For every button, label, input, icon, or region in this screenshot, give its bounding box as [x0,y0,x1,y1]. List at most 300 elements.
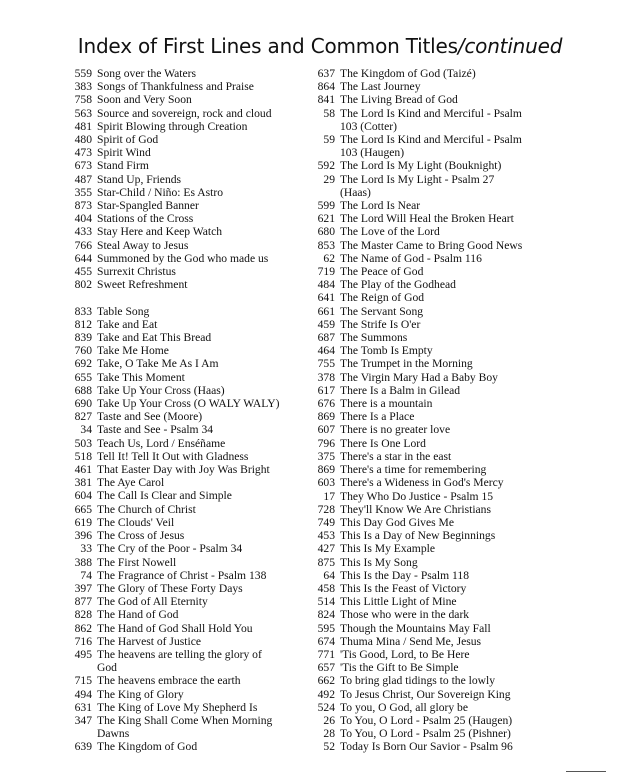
title-main: Index of First Lines and Common Titles [77,34,458,58]
hymn-number: 59 [323,133,335,147]
hymn-title: There Is a Balm in Gilead [340,383,461,397]
hymn-number: 661 [317,304,335,318]
index-entry [303,648,623,661]
index-entry [303,595,623,608]
index-entry [303,450,623,463]
hymn-title: Those who were in the dark [340,608,470,622]
hymn-number: 481 [74,119,92,133]
index-entry [60,463,315,476]
hymn-number: 760 [74,344,92,358]
hymn-title: To You, O Lord - Psalm 25 (Pishner) [340,727,511,741]
index-entry [60,714,315,727]
hymn-number: 563 [74,106,92,120]
index-entry [303,80,623,93]
hymn-number: 621 [317,212,335,226]
hymn-number: 375 [317,449,335,463]
hymn-number: 755 [317,357,335,371]
hymn-title: Star-Spangled Banner [97,199,199,213]
index-entry [60,674,315,687]
hymn-number: 619 [74,515,92,529]
hymn-number: 875 [317,555,335,569]
hymn-number: 433 [74,225,92,239]
index-entry [303,582,623,595]
hymn-title: The Harvest of Justice [97,634,201,648]
hymn-title: There is no greater love [340,423,451,437]
hymn-title: The Cry of the Poor - Psalm 34 [97,542,243,556]
hymn-title: The Call Is Clear and Simple [97,489,232,503]
hymn-title: The Glory of These Forty Days [97,581,243,595]
hymn-title: Spirit of God [97,133,159,147]
section-gap [60,291,315,304]
hymn-number: 728 [317,502,335,516]
hymn-title: The King Shall Come When Morning [97,713,273,727]
hymn-title: The Trumpet in the Morning [340,357,473,371]
index-entry [303,622,623,635]
hymn-title: The Strife Is O'er [340,317,421,331]
index-entry [303,384,623,397]
index-entry [60,556,315,569]
index-column-right [303,67,623,754]
index-entry [303,437,623,450]
index-entry [60,67,315,80]
hymn-title: Stand Firm [97,159,149,173]
index-entry [303,159,623,172]
hymn-title: Songs of Thankfulness and Praise [97,80,254,94]
index-entry [303,463,623,476]
hymn-number: 17 [323,489,335,503]
hymn-title: Take Up Your Cross (Haas) [97,383,225,397]
hymn-title: The Lord Is Near [340,199,421,213]
hymn-title: The Cross of Jesus [97,529,185,543]
hymn-title: The Name of God - Psalm 116 [340,251,482,265]
index-entry [303,252,623,265]
hymn-number: 494 [74,687,92,701]
index-entry [60,371,315,384]
hymn-number: 378 [317,370,335,384]
hymn-title: There is a mountain [340,397,433,411]
hymn-number: 599 [317,199,335,213]
hymn-title: To bring glad tidings to the lowly [340,674,496,688]
index-entry [303,107,623,120]
hymn-title: Star-Child / Niño: Es Astro [97,185,224,199]
index-entry [60,622,315,635]
hymn-title: The Master Came to Bring Good News [340,238,523,252]
hymn-title: The Lord Is Kind and Merciful - Psalm [340,106,522,120]
index-entry [303,133,623,146]
hymn-number: 716 [74,634,92,648]
hymn-title: The Lord Is Kind and Merciful - Psalm [340,133,522,147]
page-edge-mark [566,771,606,772]
hymn-number: 459 [317,317,335,331]
hymn-title: This Day God Gives Me [340,515,454,529]
index-entry [303,331,623,344]
hymn-title: Tell It! Tell It Out with Gladness [97,449,249,463]
hymn-number: 458 [317,581,335,595]
hymn-title: Stand Up, Friends [97,172,182,186]
index-entry [303,701,623,714]
index-entry [60,186,315,199]
hymn-title: The Peace of God [340,265,424,279]
index-entry [303,727,623,740]
hymn-number: 62 [323,251,335,265]
hymn-number: 604 [74,489,92,503]
index-entry [60,503,315,516]
hymn-number: 397 [74,581,92,595]
index-entry [60,423,315,436]
index-entry [303,476,623,489]
hymn-number: 824 [317,608,335,622]
hymn-number: 617 [317,383,335,397]
hymn-title: This Is the Feast of Victory [340,581,467,595]
hymn-title: There's a time for remembering [340,463,487,477]
hymn-title: Sweet Refreshment [97,278,188,292]
hymn-title: The Hand of God [97,608,179,622]
hymn-number: 812 [74,317,92,331]
hymn-title: Today Is Born Our Savior - Psalm 96 [340,740,513,754]
index-entry [60,437,315,450]
hymn-number: 58 [323,106,335,120]
index-entry [303,278,623,291]
index-entry [60,410,315,423]
hymn-number: 595 [317,621,335,635]
hymn-title: This Is My Example [340,542,435,556]
hymn-number: 758 [74,93,92,107]
hymn-number: 383 [74,80,92,94]
hymn-number: 480 [74,133,92,147]
hymn-number: 680 [317,225,335,239]
hymn-title: This Little Light of Mine [340,595,457,609]
hymn-number: 388 [74,555,92,569]
hymn-number: 487 [74,172,92,186]
hymn-title: Taste and See (Moore) [97,410,203,424]
index-entry [303,661,623,674]
hymn-number: 688 [74,383,92,397]
hymn-number: 657 [317,661,335,675]
hymn-title: To you, O God, all glory be [340,700,468,714]
hymn-title: This Is the Day - Psalm 118 [340,568,470,582]
index-entry [303,93,623,106]
hymn-title: The Hand of God Shall Hold You [97,621,253,635]
hymn-title: Spirit Wind [97,146,151,160]
hymn-title: Stations of the Cross [97,212,194,226]
hymn-number: 749 [317,515,335,529]
hymn-number: 355 [74,185,92,199]
index-entry [60,107,315,120]
hymn-title: Taste and See - Psalm 34 [97,423,214,437]
hymn-title: There's a star in the east [340,449,452,463]
hymn-title-continuation: 103 (Haugen) [340,146,405,160]
hymn-title: The Lord Will Heal the Broken Heart [340,212,514,226]
hymn-title: The Lord Is My Light - Psalm 27 [340,172,495,186]
index-entry [303,371,623,384]
hymn-title: The First Nowell [97,555,177,569]
index-entry [303,740,623,753]
hymn-number: 655 [74,370,92,384]
index-entry [60,80,315,93]
index-entry [60,450,315,463]
hymn-number: 877 [74,595,92,609]
hymn-number: 64 [323,568,335,582]
index-entry [60,357,315,370]
hymn-number: 74 [80,568,92,582]
hymn-number: 828 [74,608,92,622]
hymn-number: 674 [317,634,335,648]
hymn-number: 559 [74,67,92,80]
index-entry [60,635,315,648]
hymn-title: Source and sovereign, rock and cloud [97,106,272,120]
hymn-title: Stay Here and Keep Watch [97,225,223,239]
hymn-title: The Kingdom of God [97,740,198,754]
index-entry [60,278,315,291]
index-entry [303,357,623,370]
hymn-number: 662 [317,674,335,688]
hymn-title: Steal Away to Jesus [97,238,189,252]
hymn-number: 455 [74,265,92,279]
index-entry [60,569,315,582]
title-continued: /continued [457,34,563,58]
hymn-number: 864 [317,80,335,94]
index-column-left [60,67,315,754]
hymn-number: 26 [323,713,335,727]
index-entry [60,93,315,106]
index-entry [60,212,315,225]
hymn-number: 665 [74,502,92,516]
hymn-title: Take Up Your Cross (O WALY WALY) [97,397,280,411]
index-entry [303,239,623,252]
index-entry [303,318,623,331]
index-entry [303,410,623,423]
index-entry [303,688,623,701]
hymn-title: 'Tis the Gift to Be Simple [340,661,459,675]
hymn-title: The Love of the Lord [340,225,440,239]
index-entry [303,516,623,529]
hymn-title: They Who Do Justice - Psalm 15 [340,489,494,503]
index-entry [303,542,623,555]
hymn-number: 771 [317,647,335,661]
index-entry [303,173,623,186]
hymn-title: The heavens are telling the glory of [97,647,262,661]
index-entry [60,516,315,529]
index-entry [60,648,315,661]
hymn-title: The Living Bread of God [340,93,458,107]
hymn-title: The Aye Carol [97,476,165,490]
hymn-number: 690 [74,397,92,411]
hymn-number: 381 [74,476,92,490]
hymn-number: 873 [74,199,92,213]
hymn-number: 28 [323,727,335,741]
hymn-title: Song over the Waters [97,67,196,80]
hymn-title: There Is a Place [340,410,415,424]
hymn-number: 692 [74,357,92,371]
hymn-number: 503 [74,436,92,450]
hymn-title: Teach Us, Lord / Enséñame [97,436,226,450]
hymn-number: 641 [317,291,335,305]
hymn-number: 524 [317,700,335,714]
index-entry [60,529,315,542]
hymn-title: The Fragrance of Christ - Psalm 138 [97,568,267,582]
hymn-number: 841 [317,93,335,107]
index-entry [60,595,315,608]
index-entry [303,305,623,318]
hymn-title: The Kingdom of God (Taizé) [340,67,476,80]
index-entry [303,291,623,304]
index-entry [60,265,315,278]
hymn-number: 869 [317,410,335,424]
index-entry [60,133,315,146]
hymn-number: 603 [317,476,335,490]
index-entry [60,252,315,265]
hymn-number: 404 [74,212,92,226]
hymn-title: The Servant Song [340,304,424,318]
hymn-number: 518 [74,449,92,463]
hymn-number: 839 [74,331,92,345]
index-entry [303,529,623,542]
index-entry [303,503,623,516]
hymn-title: The God of All Eternity [97,595,208,609]
index-entry [60,305,315,318]
hymn-title: The Church of Christ [97,502,196,516]
hymn-title: Take Me Home [97,344,169,358]
hymn-number: 33 [80,542,92,556]
hymn-title: This Is My Song [340,555,418,569]
index-entry [303,225,623,238]
index-entry [60,489,315,502]
hymn-number: 833 [74,304,92,318]
hymn-title: Spirit Blowing through Creation [97,119,248,133]
hymn-title: Take, O Take Me As I Am [97,357,219,371]
hymn-title-continuation: (Haas) [340,185,371,199]
hymn-number: 869 [317,463,335,477]
hymn-number: 29 [323,172,335,186]
index-entry [303,635,623,648]
hymn-title: The Tomb Is Empty [340,344,433,358]
hymn-title: 'Tis Good, Lord, to Be Here [340,647,470,661]
hymn-number: 796 [317,436,335,450]
hymn-number: 347 [74,713,92,727]
index-entry [60,199,315,212]
hymn-title: The Virgin Mary Had a Baby Boy [340,370,498,384]
index-entry [60,120,315,133]
hymn-title: There Is One Lord [340,436,426,450]
hymn-title: Take This Moment [97,370,185,384]
index-entry [303,199,623,212]
hymn-number: 862 [74,621,92,635]
hymn-number: 687 [317,331,335,345]
page-title [0,34,640,58]
index-entry [303,569,623,582]
index-entry [303,608,623,621]
hymn-number: 715 [74,674,92,688]
index-entry [303,265,623,278]
hymn-number: 514 [317,595,335,609]
index-entry [60,173,315,186]
index-entry [60,701,315,714]
hymn-title: The Last Journey [340,80,421,94]
hymn-number: 673 [74,159,92,173]
hymn-number: 607 [317,423,335,437]
hymn-number: 676 [317,397,335,411]
hymn-title: There's a Wideness in God's Mercy [340,476,504,490]
hymn-number: 396 [74,529,92,543]
hymn-number: 719 [317,265,335,279]
index-entry [60,239,315,252]
hymn-title: To You, O Lord - Psalm 25 (Haugen) [340,713,513,727]
index-entry [60,331,315,344]
hymn-title: Table Song [97,304,150,318]
index-entry [303,490,623,503]
hymn-title: Take and Eat This Bread [97,331,212,345]
hymn-number: 473 [74,146,92,160]
hymn-number: 592 [317,159,335,173]
index-entry [303,674,623,687]
hymn-title: Take and Eat [97,317,158,331]
hymn-number: 637 [317,67,335,80]
index-entry [303,714,623,727]
hymn-title: The King of Glory [97,687,184,701]
hymn-title: The Play of the Godhead [340,278,456,292]
hymn-number: 484 [317,278,335,292]
index-entry [60,159,315,172]
hymn-number: 495 [74,647,92,661]
index-entry [60,344,315,357]
index-entry [303,212,623,225]
hymn-number: 631 [74,700,92,714]
hymn-number: 52 [323,740,335,754]
index-entry [60,582,315,595]
hymn-title: Thuma Mina / Send Me, Jesus [340,634,482,648]
hymn-number: 427 [317,542,335,556]
index-entry [60,397,315,410]
hymn-title: The Lord Is My Light (Bouknight) [340,159,502,173]
hymn-number: 492 [317,687,335,701]
index-entry [60,688,315,701]
index-entry [60,608,315,621]
index-entry [60,225,315,238]
hymn-number: 464 [317,344,335,358]
index-entry [60,146,315,159]
hymn-title-continuation: 103 (Cotter) [340,119,397,133]
hymn-title: Soon and Very Soon [97,93,192,107]
hymn-number: 802 [74,278,92,292]
hymn-number: 766 [74,238,92,252]
index-entry [303,397,623,410]
index-entry [303,423,623,436]
index-entry [60,740,315,753]
hymn-title: They'll Know We Are Christians [340,502,491,516]
index-entry [303,556,623,569]
index-entry [303,344,623,357]
hymn-title: That Easter Day with Joy Was Bright [97,463,270,477]
hymn-number: 827 [74,410,92,424]
hymn-number: 34 [80,423,92,437]
hymn-number: 453 [317,529,335,543]
index-entry [60,318,315,331]
index-entry [303,67,623,80]
hymn-number: 853 [317,238,335,252]
hymn-title: The heavens embrace the earth [97,674,241,688]
hymn-title: Surrexit Christus [97,265,176,279]
index-entry [60,384,315,397]
hymn-title: To Jesus Christ, Our Sovereign King [340,687,511,701]
index-entry [60,476,315,489]
hymn-number: 639 [74,740,92,754]
hymn-number: 644 [74,251,92,265]
hymn-title: Summoned by the God who made us [97,251,269,265]
hymn-title: This Is a Day of New Beginnings [340,529,496,543]
hymn-number: 461 [74,463,92,477]
index-entry [60,542,315,555]
hymn-title-continuation: Dawns [97,727,130,741]
